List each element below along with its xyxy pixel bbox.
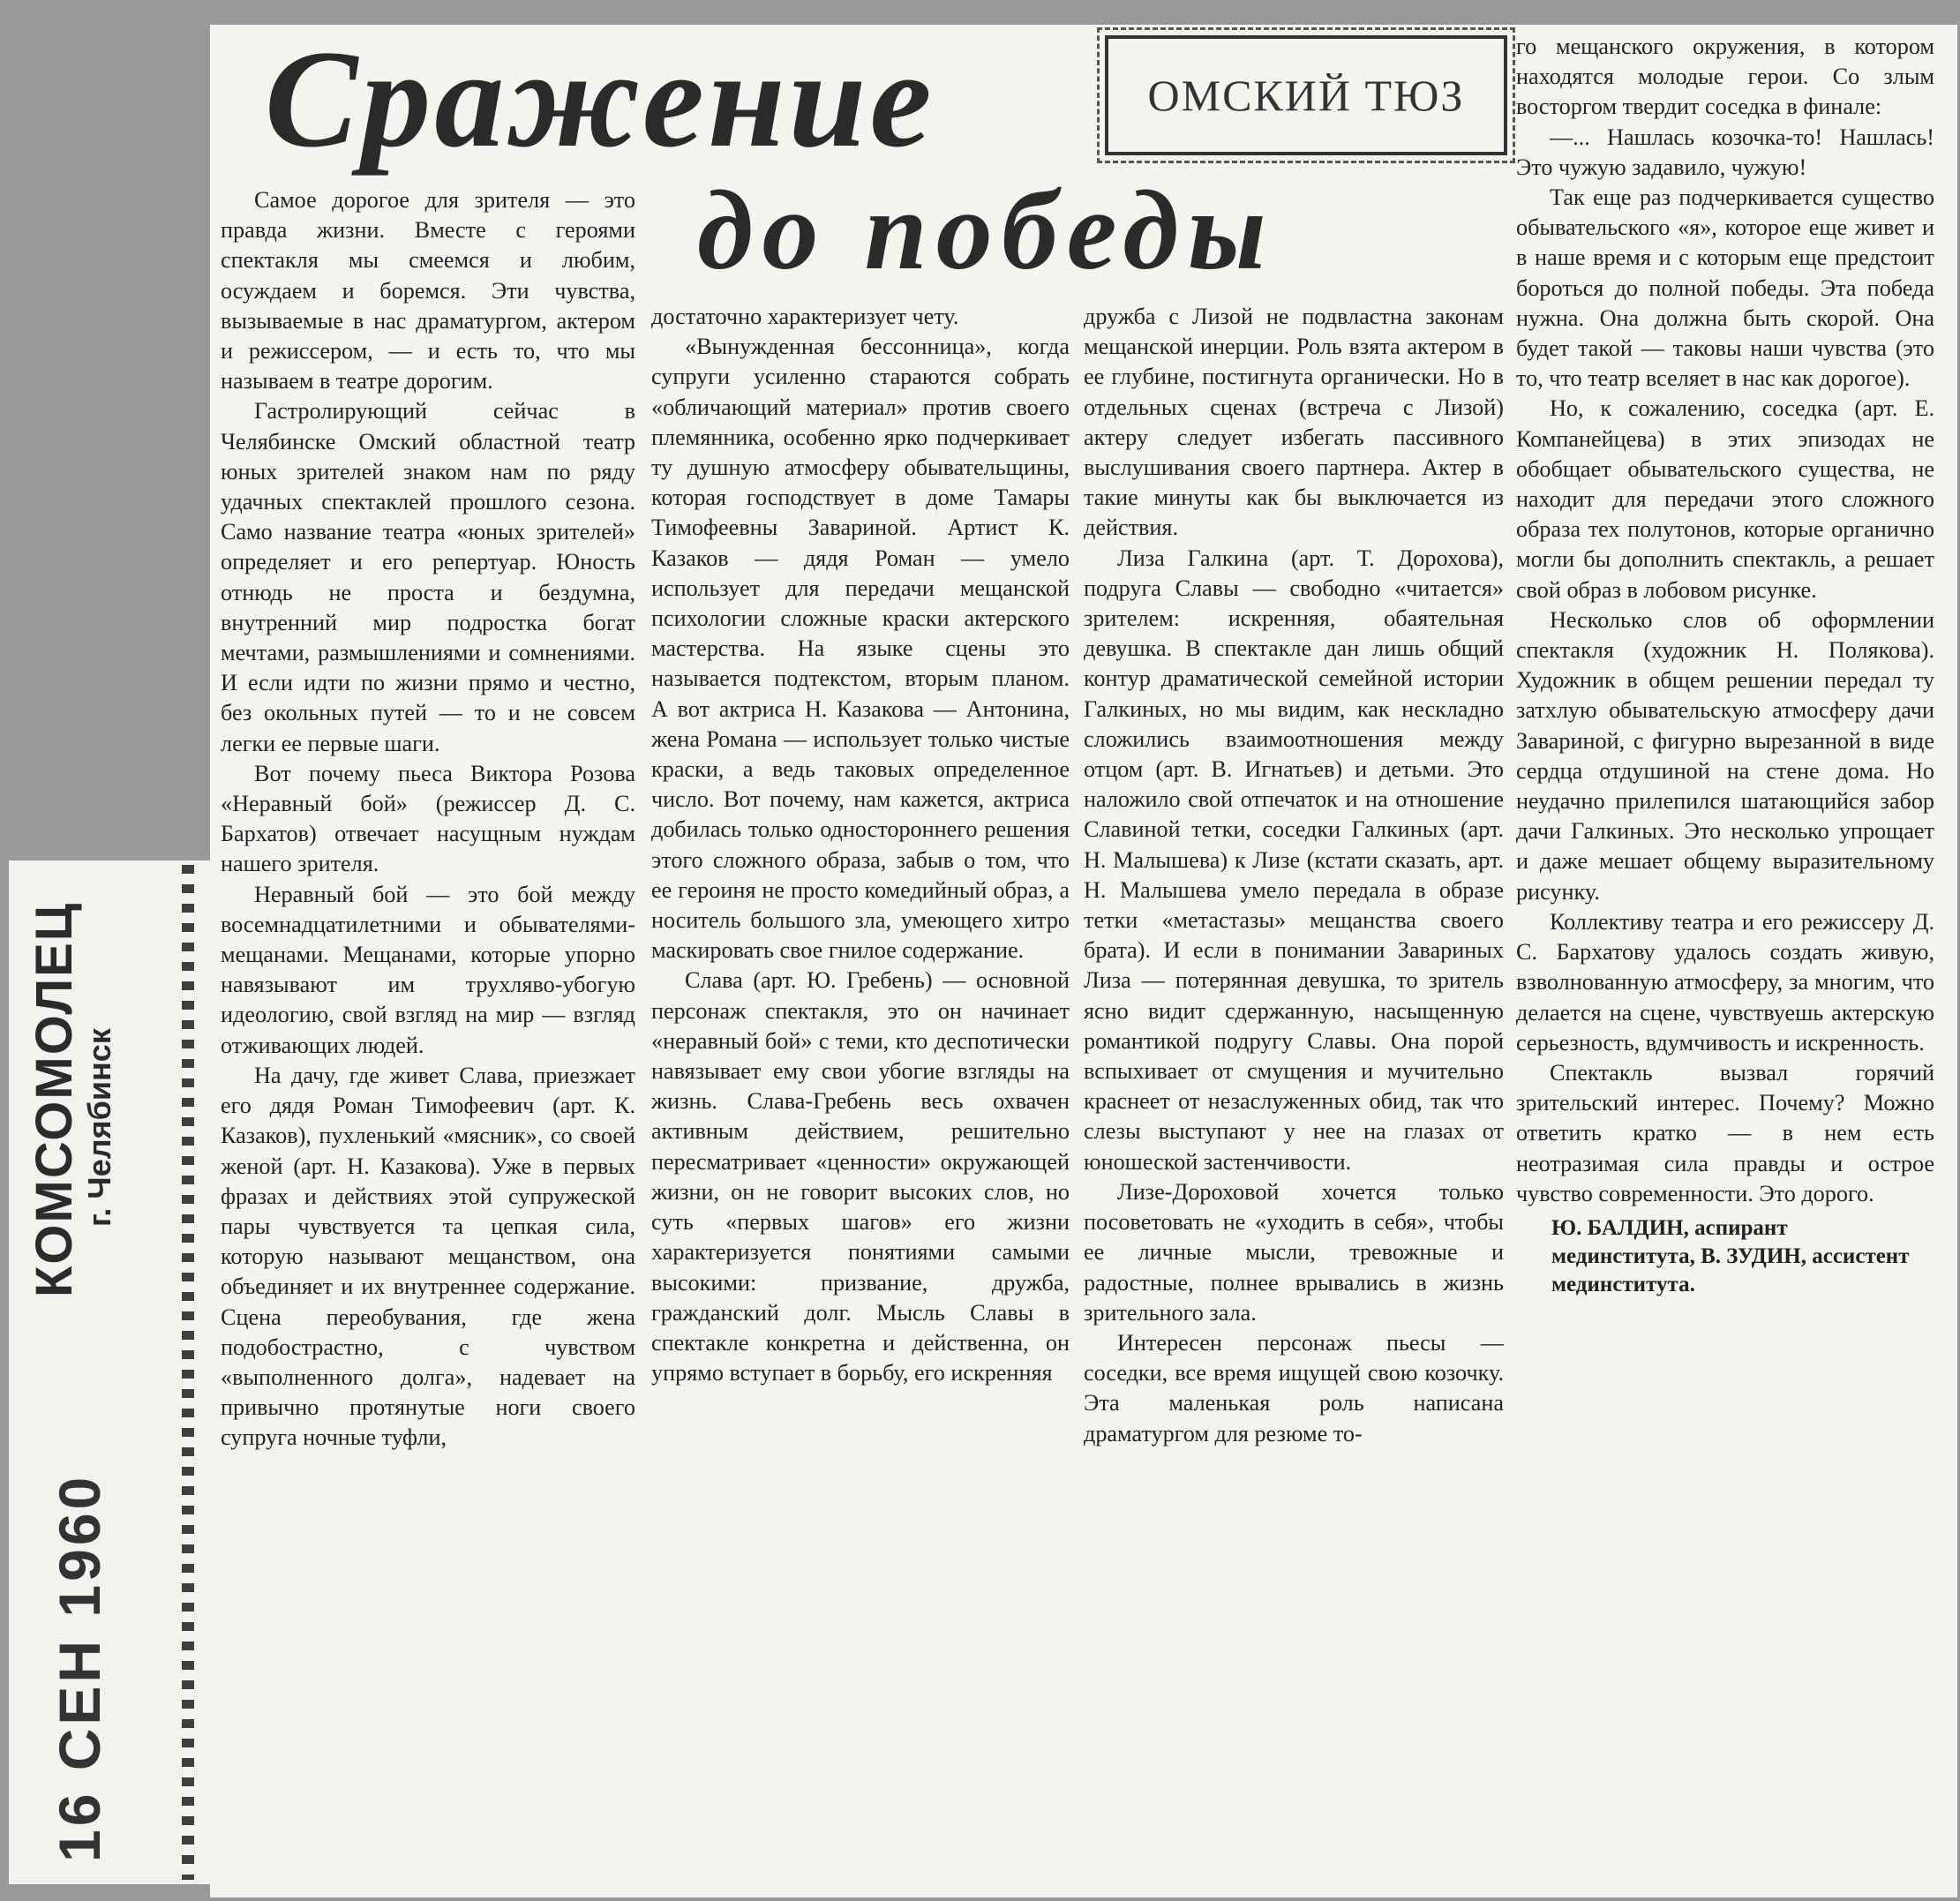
author-signature: Ю. БАЛДИН, аспирант мединститута, В. ЗУДИН, ассистент мединститута.	[1551, 1215, 1910, 1296]
headline-line-1: Сражение	[265, 22, 935, 177]
rubric-box	[1105, 35, 1507, 155]
article-column-2	[651, 302, 1070, 1388]
paragraph: дружба с Лизой не подвластна законам мещанской инерции. Роль взята актером в ее глубине, постигнута органически. Но в отдельных сценах (встреча с Лизой) актеру следует избегать пассивного выслушивания своего партнера. Актер в такие минуты как бы выключается из действия.	[1084, 304, 1504, 541]
paragraph: го мещанского окружения, в котором находятся молодые герои. Со злым восторгом твердит соседка в финале:	[1516, 34, 1934, 120]
article-column-3	[1084, 302, 1504, 1449]
paragraph: Спектакль вызвал горячий зрительский интерес. Почему? Можно ответить кратко — в нем есть неотразимая сила правды и острое чувство современности. Это дорого.	[1516, 1059, 1934, 1206]
article-column-1	[221, 185, 635, 1454]
paragraph: Слава (арт. Ю. Гребень) — основной персонаж спектакля, это он начинает «неравный бой» с теми, кто деспотически навязывает ему свои убогие взгляды на жизнь. Слава-Гребень весь охвачен активным действием, решительно пересматривает «ценности» окружающей жизни, он не говорит высоких слов, но суть «первых шагов» его жизни характеризуется понятиями самыми высокими: призвание, дружба, гражданский долг. Мысль Славы в спектакле конкретна и действенна, он упрямо вступает в борьбу, его искренняя	[651, 967, 1070, 1386]
paragraph: Несколько слов об оформлении спектакля (художник Н. Полякова). Художник в общем решении передал ту затхлую обывательскую атмосферу дачи Завариной, с фигурно вырезанной в виде сердца отдушиной на стене дома. Но неудачно прилепился шатающийся забор дачи Галкиных. Это несколько упрощает и даже мешает общему выразительному рисунку.	[1516, 606, 1934, 905]
paragraph: Так еще раз подчеркивается существо обывательского «я», которое еще живет и в наше время и с которым еще предстоит бороться до полной победы. Эта победа нужна. Она должна быть скорой. Она будет такой — таковы наши чувства (это то, что театр вселяет в нас как дорогое).	[1516, 184, 1934, 392]
stamp-city: г. Челябинск	[81, 1028, 117, 1227]
paragraph: Гастролирующий сейчас в Челябинске Омский областной театр юных зрителей знаком нам по ряду удачных спектаклей прошлого сезона. Само название театра «юных зрителей» определяет и его репертуар. Юность отнюдь не проста и бездумна, внутренний мир подростка богат мечтами, размышлениями и сомнениями. И если идти по жизни прямо и честно, без окольных путей — то и не совсем легки ее первые шаги.	[221, 398, 635, 756]
article-column-4	[1516, 32, 1934, 1299]
paragraph: Вот почему пьеса Виктора Розова «Неравный бой» (режиссер Д. С. Бархатов) отвечает насущным нуждам нашего зрителя.	[221, 760, 635, 877]
clipping-serrated-edge	[182, 865, 194, 1880]
headline-line-2: до победы	[697, 168, 1275, 293]
paragraph: Лизе-Дороховой хочется только посоветовать не «уходить в себя», чтобы ее личные мысли, тревожные и радостные, полнее врывались в жизнь зрительного зала.	[1084, 1178, 1504, 1326]
paragraph: —... Нашлась козочка-то! Нашлась! Это чужую задавило, чужую!	[1516, 124, 1934, 180]
paragraph: Но, к сожалению, соседка (арт. Е. Компанейцева) в этих эпизодах не обобщает обывательского существа, не находит для передачи этого сложного образа тех полутонов, которые органично могли бы дополнить спектакль, а решает свой образ в лобовом рисунке.	[1516, 395, 1934, 603]
stamp-newspaper-name: КОМСОМОЛЕЦ	[26, 901, 83, 1297]
paragraph: Интересен персонаж пьесы — соседки, все время ищущей свою козочку. Эта маленькая роль написана драматургом для резюме то-	[1084, 1329, 1504, 1446]
paragraph: Коллективу театра и его режиссеру Д. С. Бархатову удалось создать живую, взволнованную атмосферу, за многим, что делается на сцене, чувствуешь актерскую серьезность, вдумчивость и искренность.	[1516, 908, 1934, 1056]
paragraph: Самое дорогое для зрителя — это правда жизни. Вместе с героями спектакля мы смеемся и любим, осуждаем и боремся. Эти чувства, вызываемые в нас драматургом, актером и режиссером, — и есть то, что мы называем в театре дорогим.	[221, 187, 635, 394]
paragraph: На дачу, где живет Слава, приезжает его дядя Роман Тимофеевич (арт. К. Казаков), пухленький «мясник», со своей женой (арт. Н. Казакова). Уже в первых фразах и действиях этой супружеской пары чувствуется та цепкая сила, которую называют мещанством, она объединяет и их внутреннее содержание. Сцена переобувания, где жена подобострастно, с чувством «выполненного долга», надевает на привычно протянутые ноги своего супруга ночные туфли,	[221, 1062, 635, 1451]
paragraph: достаточно характеризует чету.	[651, 304, 959, 329]
rubric-label: ОМСКИЙ ТЮЗ	[1147, 71, 1465, 120]
paragraph: Неравный бой — это бой между восемнадцатилетними и обывателями-мещанами. Мещанами, которые упорно навязывают им трухляво-убогую идеологию, свой взгляд на мир — взгляд отживающих людей.	[221, 881, 635, 1058]
stamp-date: 16 СЕН 1960	[47, 1473, 112, 1862]
paragraph: Лиза Галкина (арт. Т. Дорохова), подруга Славы — свободно «читается» зрителем: искренняя, обаятельная девушка. В спектакле дан лишь общий контур драматической семейной истории Галкиных, но мы видим, как нескладно сложились взаимоотношения между отцом (арт. В. Игнатьев) и детьми. Это наложило свой отпечаток и на отношение Славиной тетки, соседки Галкиных (арт. Н. Малышева) к Лизе (кстати сказать, арт. Н. Малышева умело передала в образе тетки «метастазы» мещанства своего брата). И если в понимании Завариных Лиза — потерянная девушка, то зритель ясно видит сдержанную, насыщенную романтикой подругу Славы. Она порой вспыхивает от смущения и мучительно краснеет от незаслуженных обид, так что слезы выступают у нее на глазах от юношеской застенчивости.	[1084, 545, 1504, 1175]
paragraph: «Вынужденная бессонница», когда супруги усиленно стараются собрать «обличающий материал» против своего племянника, особенно ярко подчеркивает ту душную атмосферу обывательщины, которая господствует в доме Тамары Тимофеевны Завариной. Артист К. Казаков — дядя Роман — умело использует для передачи мещанской психологии сложные краски актерского мастерства. На языке сцены это называется подтекстом, вторым планом. А вот актриса Н. Казакова — Антонина, жена Романа — использует только чистые краски, а ведь таковых определенное число. Вот почему, нам кажется, актриса добилась только одностороннего решения этого сложного образа, забыв о том, что ее героиня не просто комедийный образ, а носитель большого зла, умеющего хитро маскировать свое гнилое содержание.	[651, 334, 1070, 964]
